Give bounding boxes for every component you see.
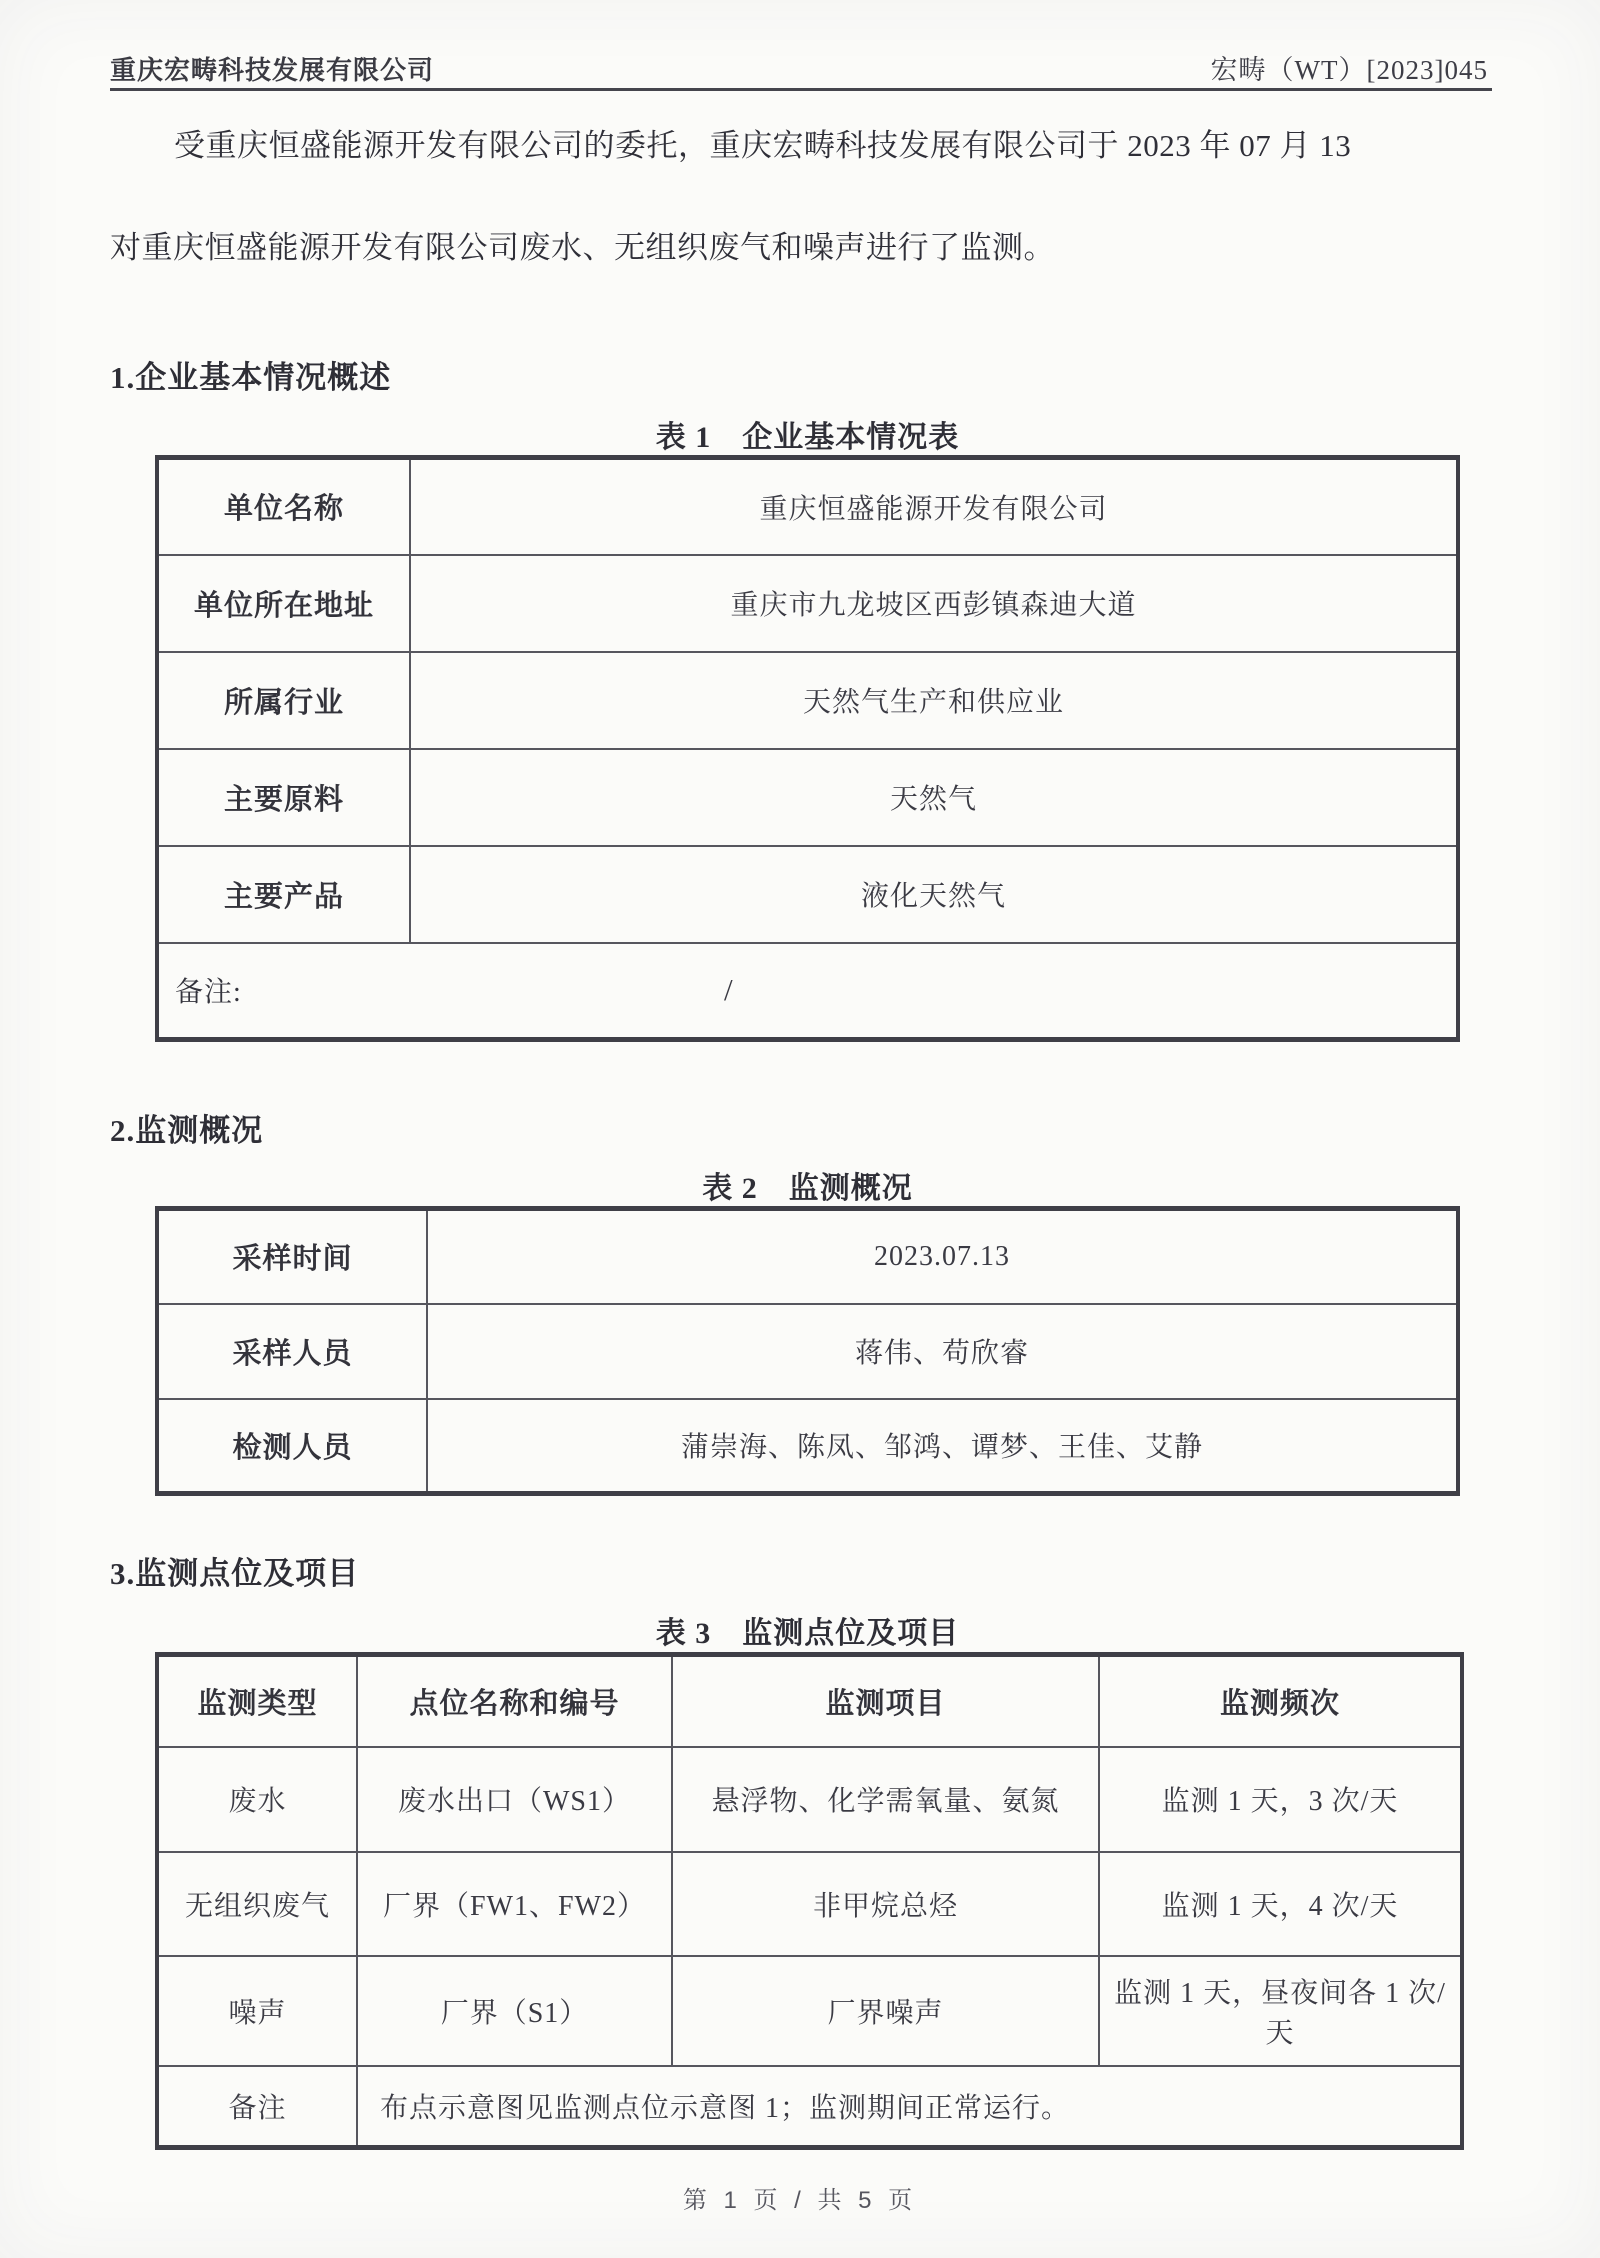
cell-point-name: 厂界（FW1、FW2） [357,1852,672,1956]
intro-paragraph-line-2: 对重庆恒盛能源开发有限公司废水、无组织废气和噪声进行了监测。 [110,230,1055,265]
cell-monitor-frequency: 监测 1 天，昼夜间各 1 次/天 [1099,1956,1462,2066]
table-row [157,458,1458,555]
remark-label: 备注 [157,2066,357,2148]
row-value: 液化天然气 [410,846,1458,943]
table-row [157,749,1458,846]
column-header: 监测项目 [672,1655,1099,1747]
row-value: 天然气 [410,749,1458,846]
page-number-footer: 第 1 页 / 共 5 页 [682,2187,918,2214]
table-3-title: 表 3 监测点位及项目 [655,1617,960,1650]
table-row [157,1852,1462,1956]
row-label: 单位名称 [157,458,410,555]
cell-point-name: 厂界（S1） [357,1956,672,2066]
cell-monitor-type: 无组织废气 [157,1852,357,1956]
row-value: 重庆市九龙坡区西彭镇森迪大道 [410,555,1458,652]
header-doc-number: 宏畴（WT）[2023]045 [1210,55,1488,85]
table-2-title: 表 2 监测概况 [702,1172,913,1205]
header-divider [110,88,1492,91]
cell-monitor-type: 废水 [157,1747,357,1852]
cell-monitor-items: 悬浮物、化学需氧量、氨氮 [672,1747,1099,1852]
remark-value: / [724,972,734,1008]
column-header: 监测频次 [1099,1655,1462,1747]
cell-point-name: 废水出口（WS1） [357,1747,672,1852]
table-row [157,652,1458,749]
row-value: 蒋伟、苟欣睿 [427,1304,1458,1399]
cell-monitor-items: 厂界噪声 [672,1956,1099,2066]
table-row [157,1209,1458,1304]
table-row [157,1304,1458,1399]
table-remark-row [157,943,1458,1040]
row-label: 单位所在地址 [157,555,410,652]
remark-cell [157,943,1458,1040]
section-3-heading: 3.监测点位及项目 [110,1556,360,1591]
row-label: 采样时间 [157,1209,427,1304]
column-header: 点位名称和编号 [357,1655,672,1747]
cell-monitor-type: 噪声 [157,1956,357,2066]
table-1-title: 表 1 企业基本情况表 [655,421,960,454]
cell-monitor-items: 非甲烷总烃 [672,1852,1099,1956]
header-company-name: 重庆宏畴科技发展有限公司 [110,56,435,85]
column-header: 监测类型 [157,1655,357,1747]
company-info-table [155,455,1460,1042]
row-value: 蒲崇海、陈凤、邹鸿、谭梦、王佳、艾静 [427,1399,1458,1494]
monitoring-points-table [155,1652,1464,2150]
row-value: 天然气生产和供应业 [410,652,1458,749]
table-header-row [157,1655,1462,1747]
row-value: 重庆恒盛能源开发有限公司 [410,458,1458,555]
row-label: 采样人员 [157,1304,427,1399]
row-label: 主要原料 [157,749,410,846]
table-row [157,1956,1462,2066]
table-row [157,555,1458,652]
section-1-heading: 1.企业基本情况概述 [110,360,392,395]
row-value: 2023.07.13 [427,1209,1458,1304]
row-label: 检测人员 [157,1399,427,1494]
table-row [157,1747,1462,1852]
remark-value: 布点示意图见监测点位示意图 1；监测期间正常运行。 [357,2066,1462,2148]
monitoring-overview-table [155,1206,1460,1496]
row-label: 所属行业 [157,652,410,749]
table-row [157,846,1458,943]
row-label: 主要产品 [157,846,410,943]
cell-monitor-frequency: 监测 1 天，4 次/天 [1099,1852,1462,1956]
cell-monitor-frequency: 监测 1 天，3 次/天 [1099,1747,1462,1852]
section-2-heading: 2.监测概况 [110,1113,264,1148]
table-row [157,1399,1458,1494]
table-remark-row [157,2066,1462,2148]
remark-label: 备注: [175,977,242,1009]
intro-paragraph-line-1: 受重庆恒盛能源开发有限公司的委托，重庆宏畴科技发展有限公司于 2023 年 07 月 13 [174,128,1352,163]
